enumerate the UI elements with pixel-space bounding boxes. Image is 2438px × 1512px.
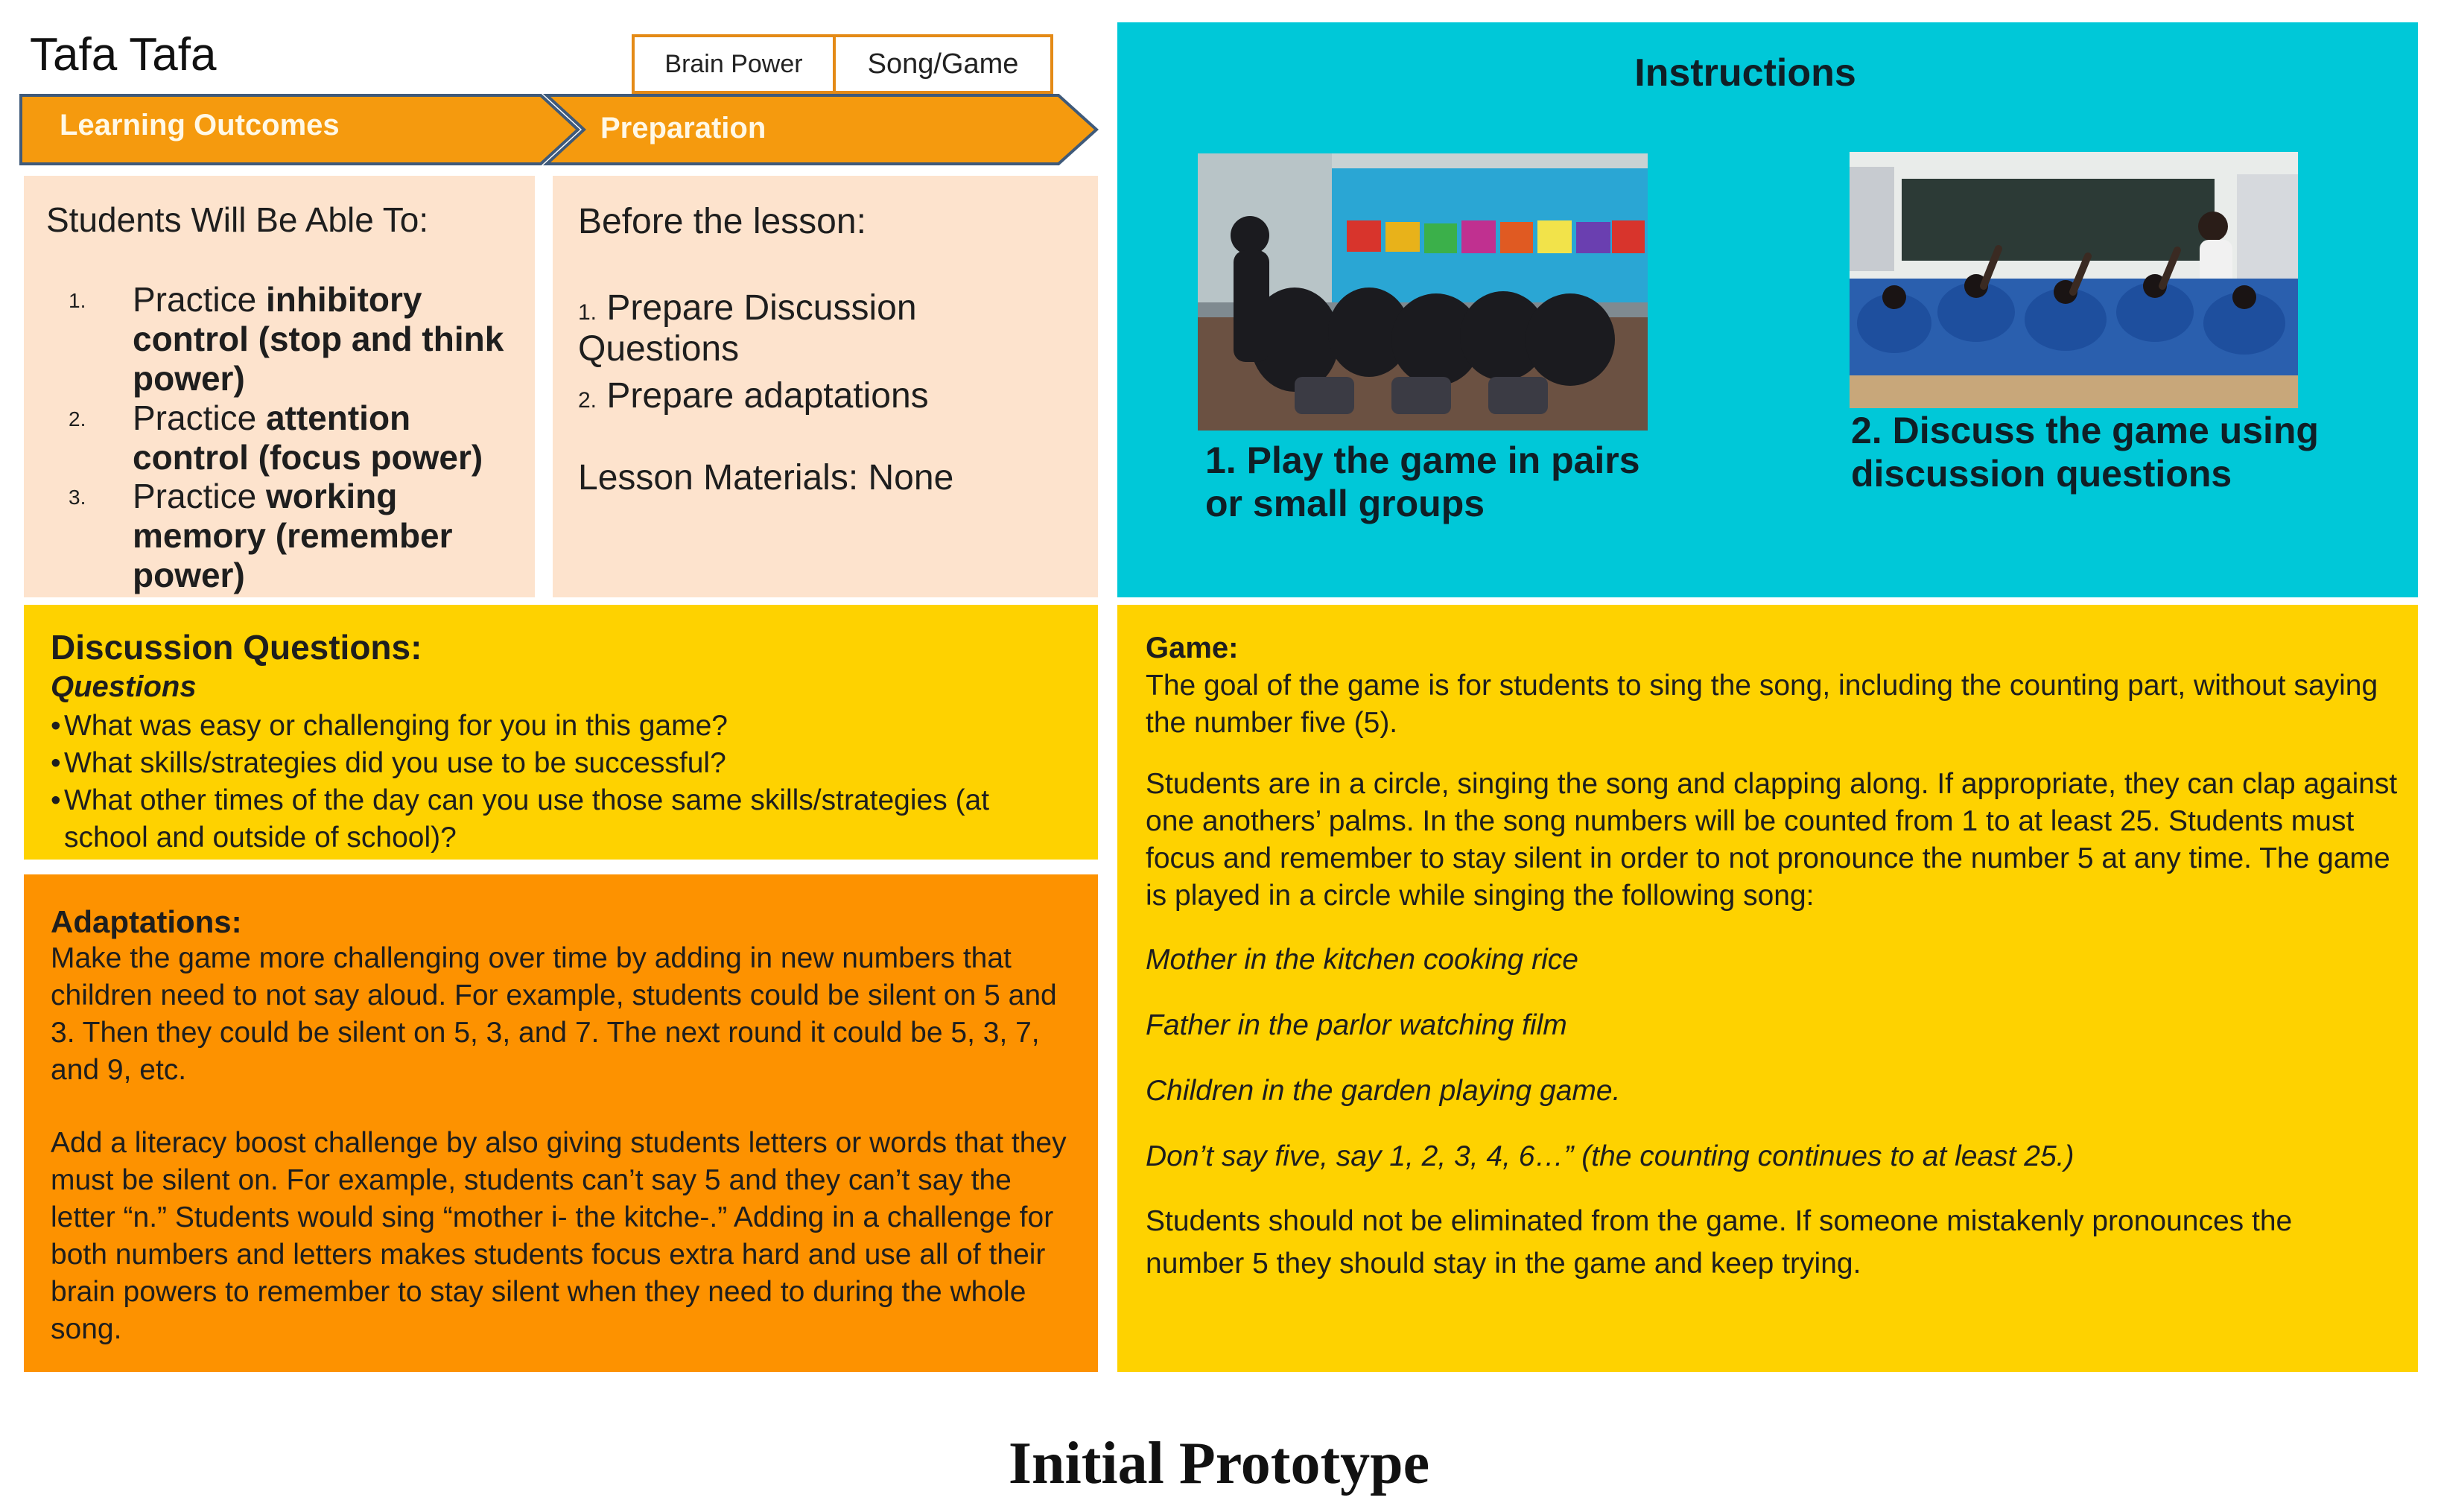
learning-list	[46, 280, 530, 595]
classroom-photo-discussion	[1850, 152, 2298, 408]
song-line-1: Mother in the kitchen cooking rice	[1146, 944, 1578, 976]
adaptations-panel	[24, 874, 1098, 1372]
list-item: • What skills/strategies did you use to be successful?	[51, 746, 726, 779]
game-paragraph-1: The goal of the game is for students to sing the song, including the counting part, without saying the number five (5).	[1146, 670, 2378, 739]
list-item: 1. Prepare Discussion Questions	[578, 288, 917, 369]
game-paragraph-2: Students are in a circle, singing the song and clapping along. If appropriate, they can clap against one anothers’ palms. In the song numbers will be counted from 1 to at least 25. Students must focus and remember to stay silent in order to not pronounce the number 5 at any time. The game is played in a circle while singing the following song:	[1146, 768, 2398, 912]
song-line-2: Father in the parlor watching film	[1146, 1009, 1567, 1041]
brain-power-tag: Brain Power	[632, 34, 836, 94]
list-item: 2. Prepare adaptations	[578, 376, 929, 416]
discussion-subtitle: Questions	[51, 670, 197, 703]
song-line-4: Don’t say five, say 1, 2, 3, 4, 6…” (the counting continues to at least 25.)	[1146, 1140, 2074, 1172]
preparation-list	[578, 288, 1070, 417]
discussion-panel	[24, 605, 1098, 860]
list-item: 2. Practice attention control (focus power)	[69, 398, 483, 477]
figure-caption: Initial Prototype	[1008, 1431, 1430, 1496]
learning-outcomes-panel	[24, 176, 535, 597]
game-paragraph-3: Students should not be eliminated from the game. If someone mistakenly pronounces the number 5 they should stay in the game and keep trying.	[1146, 1205, 2293, 1280]
instructions-panel	[1117, 22, 2418, 597]
preparation-panel	[553, 176, 1098, 597]
list-item: • What was easy or challenging for you in this game?	[51, 710, 728, 742]
tab-learning-outcomes: Learning Outcomes	[60, 109, 340, 142]
adaptations-paragraph-1: Make the game more challenging over time by adding in new numbers that children need to not say aloud. For example, students could be silent on 5 and 3. Then they could be silent on 5, 3, and 7. The next round it could be 5, 3, 7, and 9, etc.	[51, 942, 1057, 1086]
list-item: 3. Practice working memory (remember power)	[69, 477, 453, 595]
adaptations-title: Adaptations:	[51, 904, 242, 939]
discussion-title: Discussion Questions:	[51, 628, 422, 667]
game-title: Game:	[1146, 632, 1239, 664]
learning-intro: Students Will Be Able To:	[46, 200, 429, 239]
lesson-materials: Lesson Materials: None	[578, 458, 954, 498]
game-panel	[1117, 605, 2418, 1372]
tab-preparation: Preparation	[600, 112, 766, 144]
instruction-step-2: 2. Discuss the game using discussion questions	[1851, 410, 2319, 495]
song-game-tag: Song/Game	[833, 34, 1053, 94]
preparation-intro: Before the lesson:	[578, 202, 866, 241]
page-title: Tafa Tafa	[30, 29, 217, 80]
song-line-3: Children in the garden playing game.	[1146, 1075, 1621, 1107]
list-item: 1. Practice inhibitory control (stop and think power)	[69, 280, 504, 398]
classroom-photo-circle	[1198, 153, 1648, 431]
discussion-list	[51, 708, 1079, 857]
instructions-title: Instructions	[1634, 51, 1856, 95]
adaptations-paragraph-2: Add a literacy boost challenge by also giving students letters or words that they must be silent on. For example, students can’t say 5 and they can’t say the letter “n.” Students would sing “mother i- the kitche-.” Adding in a challenge for both numbers and letters makes students focus extra hard and use all of their brain powers to remember to stay silent when they need to during the whole song.	[51, 1127, 1067, 1345]
list-item: • What other times of the day can you use those same skills/strategies (at school and outside of school)?	[51, 784, 990, 854]
instruction-step-1: 1. Play the game in pairs or small groups	[1205, 439, 1640, 524]
